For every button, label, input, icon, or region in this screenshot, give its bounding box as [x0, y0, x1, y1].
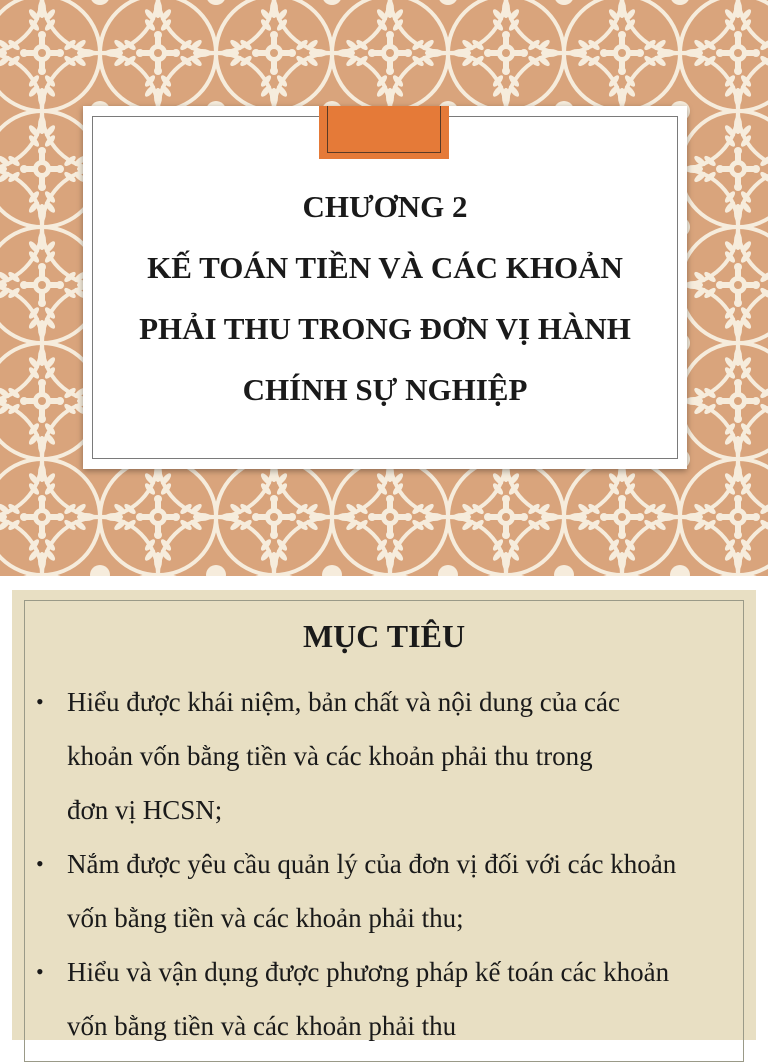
list-item [36, 945, 748, 1053]
accent-tab [319, 106, 449, 159]
list-item-line: Hiểu được khái niệm, bản chất và nội dung của các [67, 687, 620, 717]
list-item-line: vốn bằng tiền và các khoản phải thu [67, 1011, 457, 1041]
title-line: KẾ TOÁN TIỀN VÀ CÁC KHOẢN [147, 250, 623, 285]
list-item-line: vốn bằng tiền và các khoản phải thu; [67, 903, 464, 933]
bullet-dot-icon: • [36, 689, 44, 714]
title-line: PHẢI THU TRONG ĐƠN VỊ HÀNH [139, 311, 631, 346]
title-line: CHÍNH SỰ NGHIỆP [242, 372, 528, 407]
objectives-slide [0, 576, 768, 1041]
slide-heading: MỤC TIÊU [302, 618, 466, 654]
list-item [36, 837, 748, 945]
list-item [36, 675, 748, 837]
bullet-dot-icon: • [36, 851, 44, 876]
objectives-list [36, 675, 748, 1053]
slide-title [103, 176, 667, 420]
bullet-dot-icon: • [36, 959, 44, 984]
list-item-line: khoản vốn bằng tiền và các khoản phải thu trong [67, 741, 593, 771]
accent-tab-inner [327, 106, 441, 153]
title-card [83, 106, 687, 469]
list-item-line: Nắm được yêu cầu quản lý của đơn vị đối với các khoản [67, 849, 677, 879]
title-line: CHƯƠNG 2 [302, 189, 468, 224]
list-item-line: đơn vị HCSN; [67, 795, 223, 825]
list-item-line: Hiểu và vận dụng được phương pháp kế toán các khoản [67, 957, 670, 987]
